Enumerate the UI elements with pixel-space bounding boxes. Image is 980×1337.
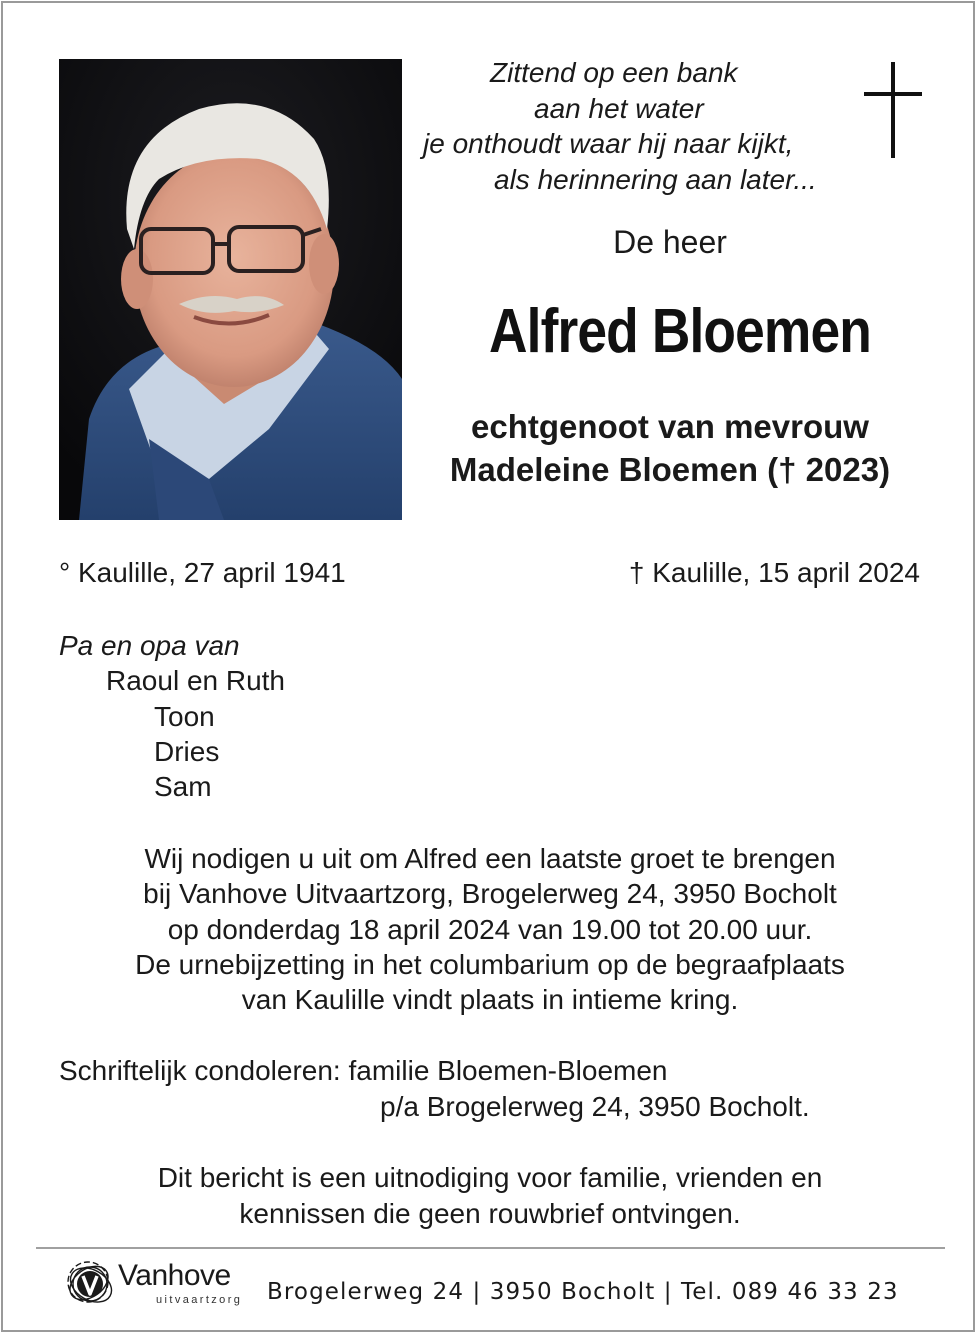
logo-name: Vanhove — [118, 1259, 231, 1292]
cross-icon — [864, 62, 922, 158]
birth-info: ° Kaulille, 27 april 1941 — [59, 557, 346, 588]
invitation-line: Wij nodigen u uit om Alfred een laatste groet te brengen — [144, 843, 836, 874]
notice-line: kennissen die geen rouwbrief ontvingen. — [239, 1198, 741, 1229]
footer-divider — [36, 1247, 945, 1249]
portrait-photo — [59, 59, 402, 520]
honorific: De heer — [613, 224, 727, 260]
spouse-line: Madeleine Bloemen († 2023) — [449, 451, 891, 488]
list-item: Toon — [154, 700, 215, 732]
logo-subtitle: uitvaartzorg — [156, 1294, 243, 1306]
list-item: Raoul en Ruth — [106, 665, 286, 697]
list-item: Dries — [154, 735, 220, 767]
invitation-line: van Kaulille vindt plaats in intieme kring. — [241, 984, 739, 1016]
notice-text — [40, 1160, 940, 1232]
spouse-line: echtgenoot van mevrouw — [471, 408, 869, 445]
poem-line: als herinnering aan later... — [494, 163, 817, 195]
list-item: Sam — [154, 771, 212, 803]
invitation-text — [40, 841, 940, 1017]
condolence-info — [59, 1053, 810, 1125]
invitation-line: op donderdag 18 april 2024 van 19.00 tot 20.00 uur. — [167, 913, 813, 945]
family-intro: Pa en opa van — [59, 630, 240, 661]
poem-line: aan het water — [534, 92, 704, 124]
poem — [400, 55, 920, 197]
footer-address: Brogelerweg 24 | 3950 Bocholt | Tel. 089 46 33 23 — [267, 1279, 899, 1305]
condolence-address: p/a Brogelerweg 24, 3950 Bocholt. — [380, 1091, 810, 1122]
condolence-line: Schriftelijk condoleren: familie Bloemen-Bloemen — [59, 1055, 668, 1086]
vanhove-logo — [64, 1257, 254, 1317]
death-info: † Kaulille, 15 april 2024 — [628, 557, 920, 588]
family-list — [59, 628, 285, 804]
notice-line: Dit bericht is een uitnodiging voor familie, vrienden en — [157, 1162, 823, 1193]
invitation-line: bij Vanhove Uitvaartzorg, Brogelerweg 24, 3950 Bocholt — [143, 878, 837, 910]
poem-line: Zittend op een bank — [490, 57, 738, 88]
vanhove-v-logo-icon — [64, 1257, 118, 1311]
spouse-info — [420, 405, 920, 491]
deceased-name: Alfred Bloemen — [488, 297, 872, 366]
poem-line: je onthoudt waar hij naar kijkt, — [423, 128, 794, 159]
invitation-line: De urnebijzetting in het columbarium op de begraafplaats — [135, 948, 845, 980]
